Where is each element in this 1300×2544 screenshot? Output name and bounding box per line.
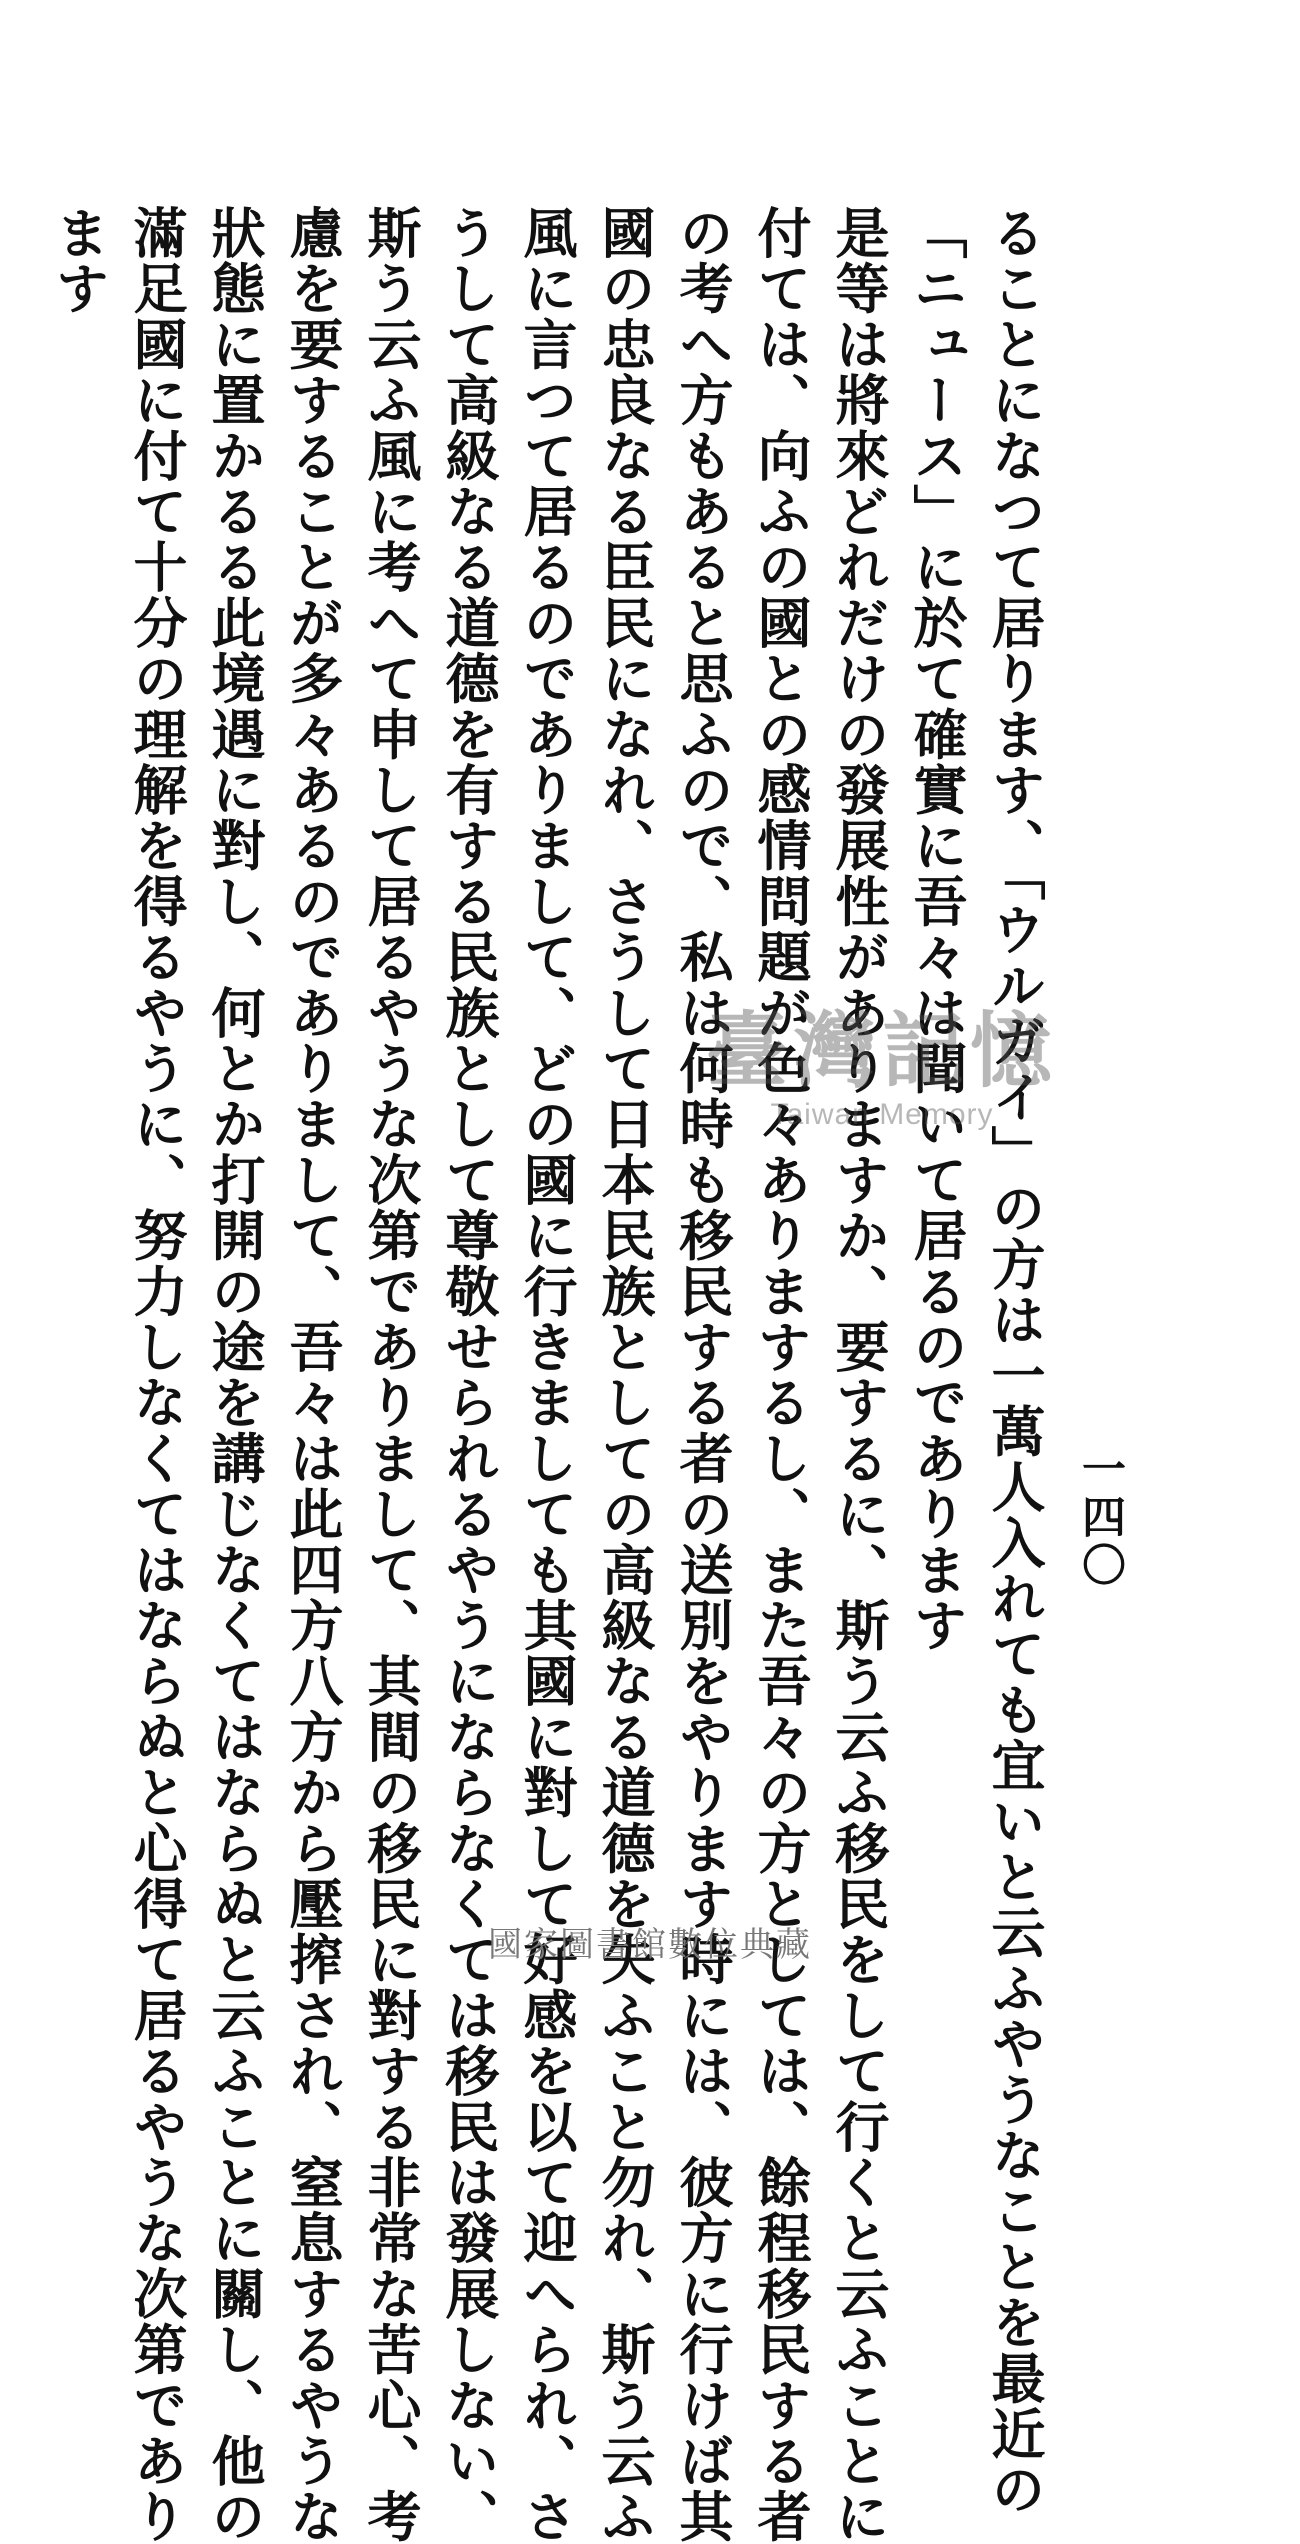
watermark-subtitle: Taiwan Memory bbox=[770, 1098, 994, 1131]
footer-collection-label: 國家圖書館數位典藏 bbox=[488, 1925, 812, 1965]
text-column: 滿足國に付て十分の理解を得るやうに、努力しなくてはならぬと心得て居るやうな次第であり bbox=[125, 205, 189, 2544]
watermark-logo bbox=[672, 1005, 1092, 1133]
text-column: 是等は將來どれだけの發展性がありますか、要するに、斯う云ふ移民をして行くと云ふことに bbox=[827, 205, 891, 2544]
text-column: 慮を要することが多々あるのでありまして、吾々は此四方八方から壓搾され、窒息するやうな bbox=[281, 205, 345, 2544]
text-column: ることになつて居ります、「ウルガイ」の方は一萬人入れても宜いと云ふやうなことを最近の bbox=[983, 205, 1047, 2518]
text-column: の考へ方もあると思ふので、私は何時も移民する者の送別をやります時には、彼方に行けば其 bbox=[671, 205, 735, 2544]
text-column: 狀態に置かるる此境遇に對し、何とか打開の途を講じなくてはならぬと云ふことに關し、他の bbox=[203, 205, 267, 2544]
text-column: 國の忠良なる臣民になれ、さうして日本民族としての高級なる道德を失ふこと勿れ、斯う云ふ bbox=[593, 205, 657, 2544]
text-column: 付ては、向ふの國との感情問題が色々ありまするし、また吾々の方としては、餘程移民する者 bbox=[749, 205, 813, 2544]
text-column: うして高級なる道德を有する民族として尊敬せられるやうにならなくては移民は發展しない、 bbox=[437, 205, 501, 2544]
text-column: 「ニュース」に於て確實に吾々は聞いて居るのであります bbox=[905, 205, 969, 1654]
page-number: 一四〇 bbox=[1074, 1446, 1125, 1590]
text-column: 斯う云ふ風に考へて申して居るやうな次第でありまして、其間の移民に對する非常な苦心、考 bbox=[359, 205, 423, 2544]
text-column: ます bbox=[47, 205, 111, 317]
text-column: 風に言つて居るのでありまして、どの國に行きましても其國に對して好感を以て迎へられ、さ bbox=[515, 205, 579, 2544]
watermark-title: 臺灣記憶 bbox=[705, 1003, 1058, 1099]
